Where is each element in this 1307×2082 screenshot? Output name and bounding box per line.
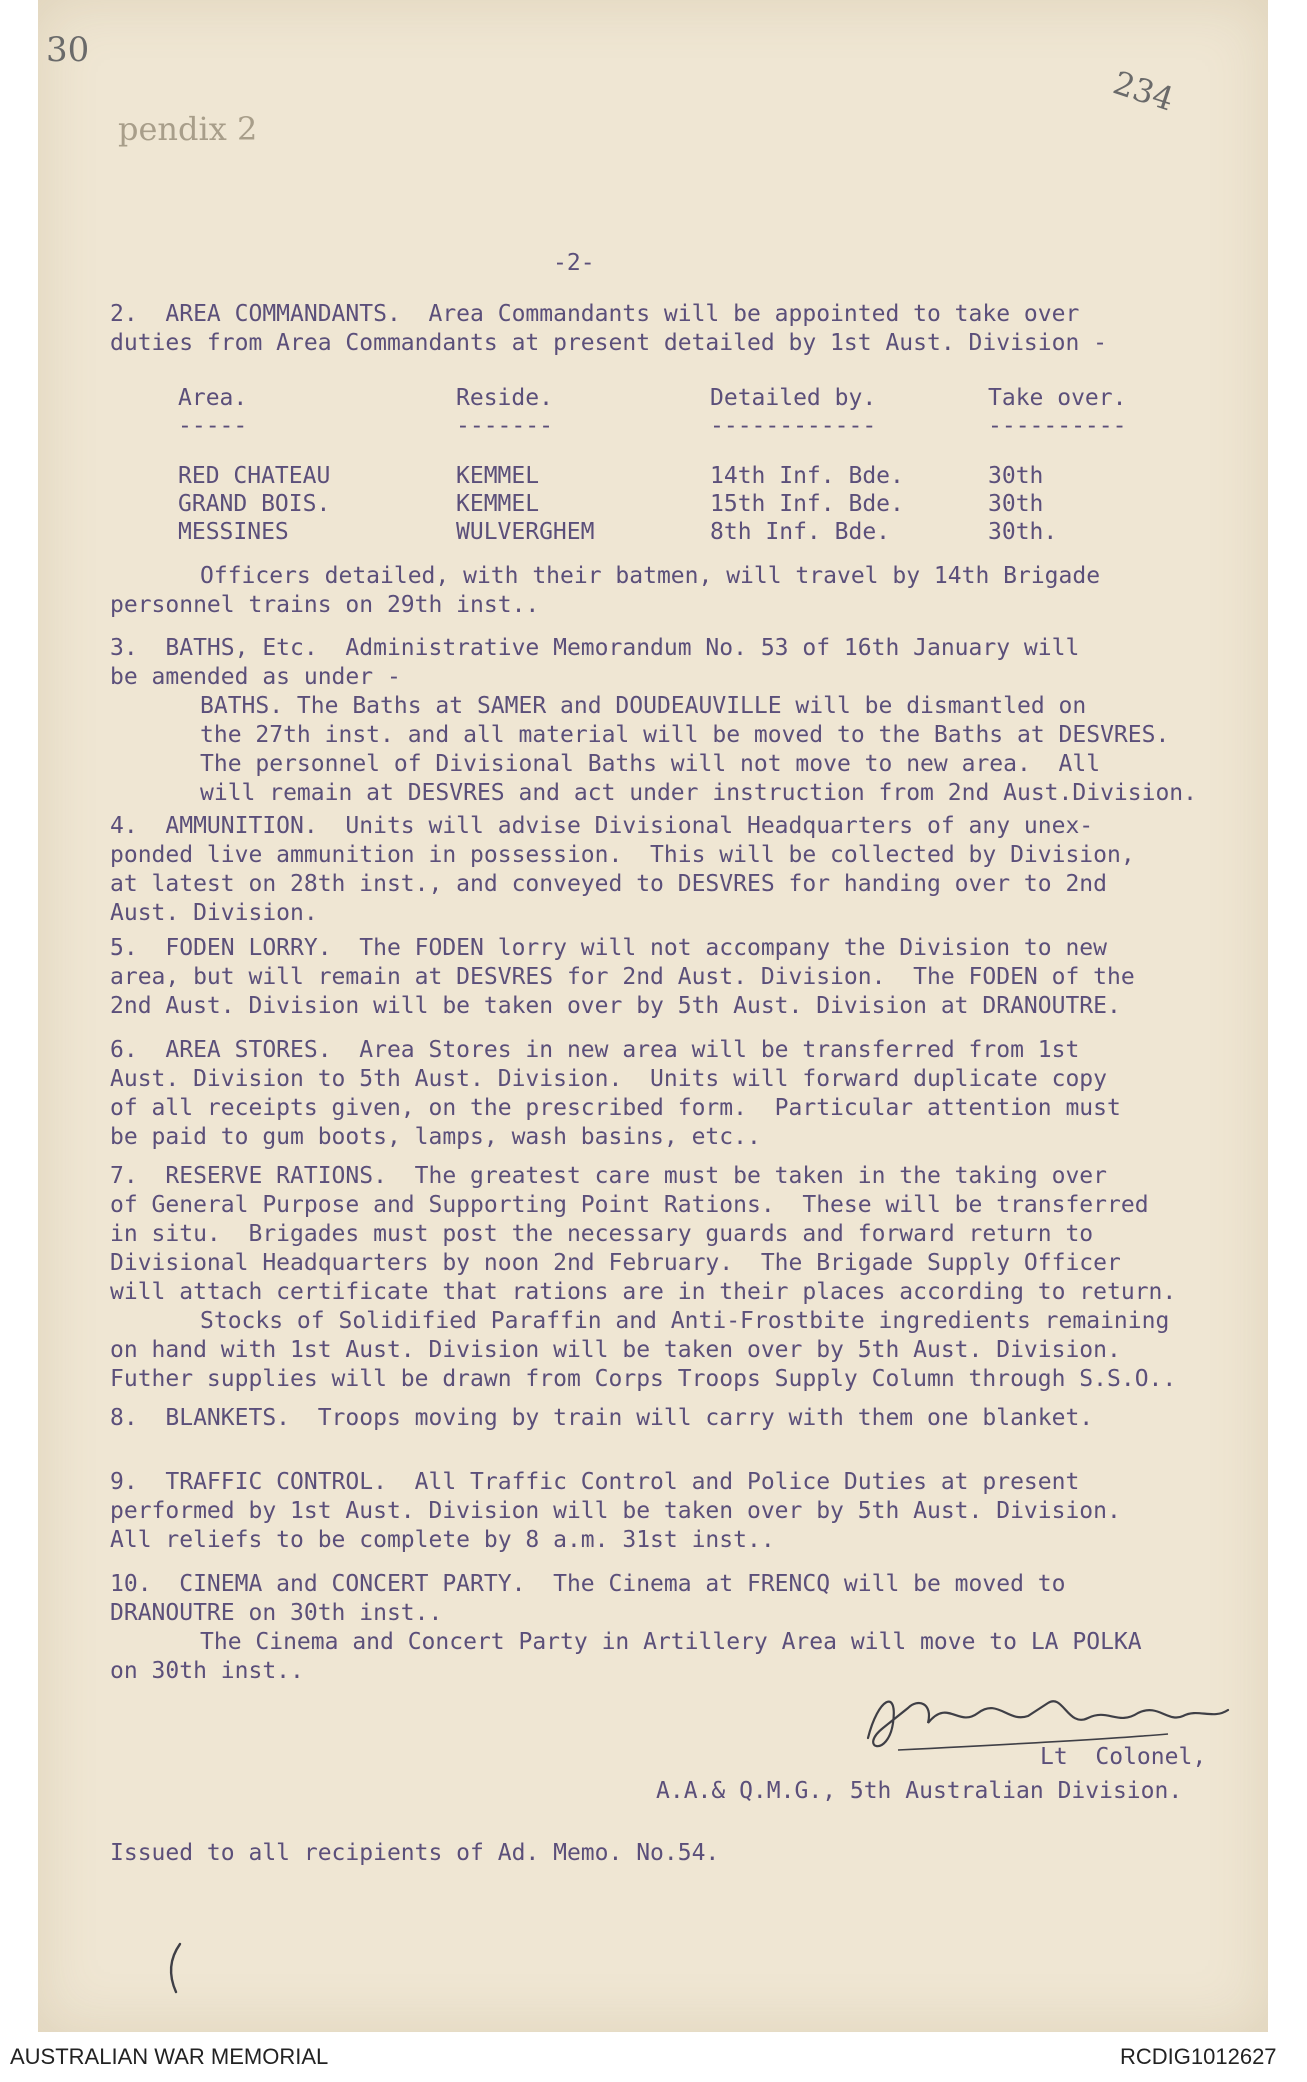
table-cell: 15th Inf. Bde. bbox=[710, 491, 904, 517]
ink-mark bbox=[160, 1940, 190, 2000]
table-underline: ------- bbox=[456, 413, 553, 439]
text-line: Divisional Headquarters by noon 2nd February. The Brigade Supply Officer bbox=[110, 1250, 1121, 1276]
appendix-label: pendix 2 bbox=[118, 110, 258, 148]
table-cell: KEMMEL bbox=[456, 463, 540, 489]
text-line: Officers detailed, with their batmen, will travel by 14th Brigade bbox=[200, 563, 1101, 589]
text-line: 2nd Aust. Division will be taken over by 5th Aust. Division at DRANOUTRE. bbox=[110, 993, 1121, 1019]
table-cell: GRAND BOIS. bbox=[178, 491, 331, 517]
text-line: the 27th inst. and all material will be moved to the Baths at DESVRES. bbox=[200, 722, 1170, 748]
table-cell: RED CHATEAU bbox=[178, 463, 331, 489]
signature-rank: Lt Colonel, bbox=[1040, 1744, 1207, 1770]
table-cell: WULVERGHEM bbox=[456, 519, 595, 545]
text-line: area, but will remain at DESVRES for 2nd Aust. Division. The FODEN of the bbox=[110, 964, 1135, 990]
text-line: at latest on 28th inst., and conveyed to DESVRES for handing over to 2nd bbox=[110, 871, 1107, 897]
text-line: 2. AREA COMMANDANTS. Area Commandants will be appointed to take over bbox=[110, 301, 1080, 327]
text-line: 8. BLANKETS. Troops moving by train will carry with them one blanket. bbox=[110, 1405, 1094, 1431]
text-line: BATHS. The Baths at SAMER and DOUDEAUVILLE will be dismantled on bbox=[200, 693, 1087, 719]
section-4-ammunition bbox=[110, 812, 1250, 928]
text-line: DRANOUTRE on 30th inst.. bbox=[110, 1600, 443, 1626]
text-line: in situ. Brigades must post the necessary guards and forward return to bbox=[110, 1221, 1094, 1247]
section-officers-detailed bbox=[110, 562, 1250, 620]
text-line: be paid to gum boots, lamps, wash basins, etc.. bbox=[110, 1124, 761, 1150]
table-cell: 8th Inf. Bde. bbox=[710, 519, 891, 545]
page-heading: -2- bbox=[553, 250, 595, 276]
text-line: of General Purpose and Supporting Point Rations. These will be transferred bbox=[110, 1192, 1149, 1218]
text-line: 9. TRAFFIC CONTROL. All Traffic Control and Police Duties at present bbox=[110, 1469, 1080, 1495]
signature-title: A.A.& Q.M.G., 5th Australian Division. bbox=[656, 1778, 1183, 1804]
section-8-blankets bbox=[110, 1404, 1250, 1433]
folio-number: 234 bbox=[1108, 63, 1179, 119]
section-9-traffic-control bbox=[110, 1468, 1250, 1555]
footer-left-label: AUSTRALIAN WAR MEMORIAL bbox=[10, 2044, 329, 2069]
section-2-area-commandants bbox=[110, 300, 1250, 358]
handwritten-page-number: 30 bbox=[46, 30, 90, 70]
table-underline: ------------ bbox=[710, 413, 877, 439]
table-col-take-over bbox=[988, 384, 1126, 546]
text-line: The personnel of Divisional Baths will not move to new area. All bbox=[200, 751, 1101, 777]
table-header: Area. bbox=[178, 385, 248, 411]
table-cell: KEMMEL bbox=[456, 491, 540, 517]
text-line: Aust. Division to 5th Aust. Division. Units will forward duplicate copy bbox=[110, 1066, 1107, 1092]
table-header: Reside. bbox=[456, 385, 553, 411]
text-line: on 30th inst.. bbox=[110, 1658, 304, 1684]
section-5-foden-lorry bbox=[110, 934, 1250, 1021]
table-header: Detailed by. bbox=[710, 385, 877, 411]
text-line: on hand with 1st Aust. Division will be taken over by 5th Aust. Division. bbox=[110, 1337, 1121, 1363]
section-3-baths bbox=[110, 634, 1250, 808]
text-line: All reliefs to be complete by 8 a.m. 31st inst.. bbox=[110, 1527, 775, 1553]
section-6-area-stores bbox=[110, 1036, 1250, 1152]
text-line: be amended as under - bbox=[110, 664, 401, 690]
table-col-reside bbox=[456, 384, 594, 546]
table-underline: ----- bbox=[178, 413, 248, 439]
text-line: Stocks of Solidified Paraffin and Anti-Frostbite ingredients remaining bbox=[200, 1308, 1170, 1334]
document-page bbox=[38, 0, 1268, 2032]
text-line: duties from Area Commandants at present detailed by 1st Aust. Division - bbox=[110, 330, 1107, 356]
text-line: Futher supplies will be drawn from Corps Troops Supply Column through S.S.O.. bbox=[110, 1366, 1177, 1392]
text-line: 6. AREA STORES. Area Stores in new area will be transferred from 1st bbox=[110, 1037, 1080, 1063]
archive-footer bbox=[0, 2032, 1307, 2082]
issued-note: Issued to all recipients of Ad. Memo. No.54. bbox=[110, 1840, 720, 1866]
section-7-reserve-rations bbox=[110, 1162, 1250, 1394]
table-col-detailed-by bbox=[710, 384, 904, 546]
text-line: 5. FODEN LORRY. The FODEN lorry will not accompany the Division to new bbox=[110, 935, 1107, 961]
text-line: 10. CINEMA and CONCERT PARTY. The Cinema at FRENCQ will be moved to bbox=[110, 1571, 1066, 1597]
text-line: performed by 1st Aust. Division will be taken over by 5th Aust. Division. bbox=[110, 1498, 1121, 1524]
table-header: Take over. bbox=[988, 385, 1127, 411]
table-cell: 14th Inf. Bde. bbox=[710, 463, 904, 489]
text-line: The Cinema and Concert Party in Artillery Area will move to LA POLKA bbox=[200, 1629, 1142, 1655]
text-line: Aust. Division. bbox=[110, 900, 318, 926]
table-cell: 30th bbox=[988, 463, 1044, 489]
footer-right-label: RCDIG1012627 bbox=[1120, 2044, 1277, 2069]
text-line: 7. RESERVE RATIONS. The greatest care must be taken in the taking over bbox=[110, 1163, 1107, 1189]
text-line: of all receipts given, on the prescribed form. Particular attention must bbox=[110, 1095, 1121, 1121]
text-line: 3. BATHS, Etc. Administrative Memorandum No. 53 of 16th January will bbox=[110, 635, 1080, 661]
table-cell: 30th. bbox=[988, 519, 1058, 545]
table-col-area bbox=[178, 384, 330, 546]
table-cell: 30th bbox=[988, 491, 1044, 517]
text-line: will attach certificate that rations are in their places according to return. bbox=[110, 1279, 1177, 1305]
table-cell: MESSINES bbox=[178, 519, 289, 545]
table-underline: ---------- bbox=[988, 413, 1127, 439]
text-line: will remain at DESVRES and act under instruction from 2nd Aust.Division. bbox=[200, 780, 1197, 806]
text-line: ponded live ammunition in possession. This will be collected by Division, bbox=[110, 842, 1135, 868]
text-line: personnel trains on 29th inst.. bbox=[110, 592, 540, 618]
text-line: 4. AMMUNITION. Units will advise Divisional Headquarters of any unex- bbox=[110, 813, 1094, 839]
